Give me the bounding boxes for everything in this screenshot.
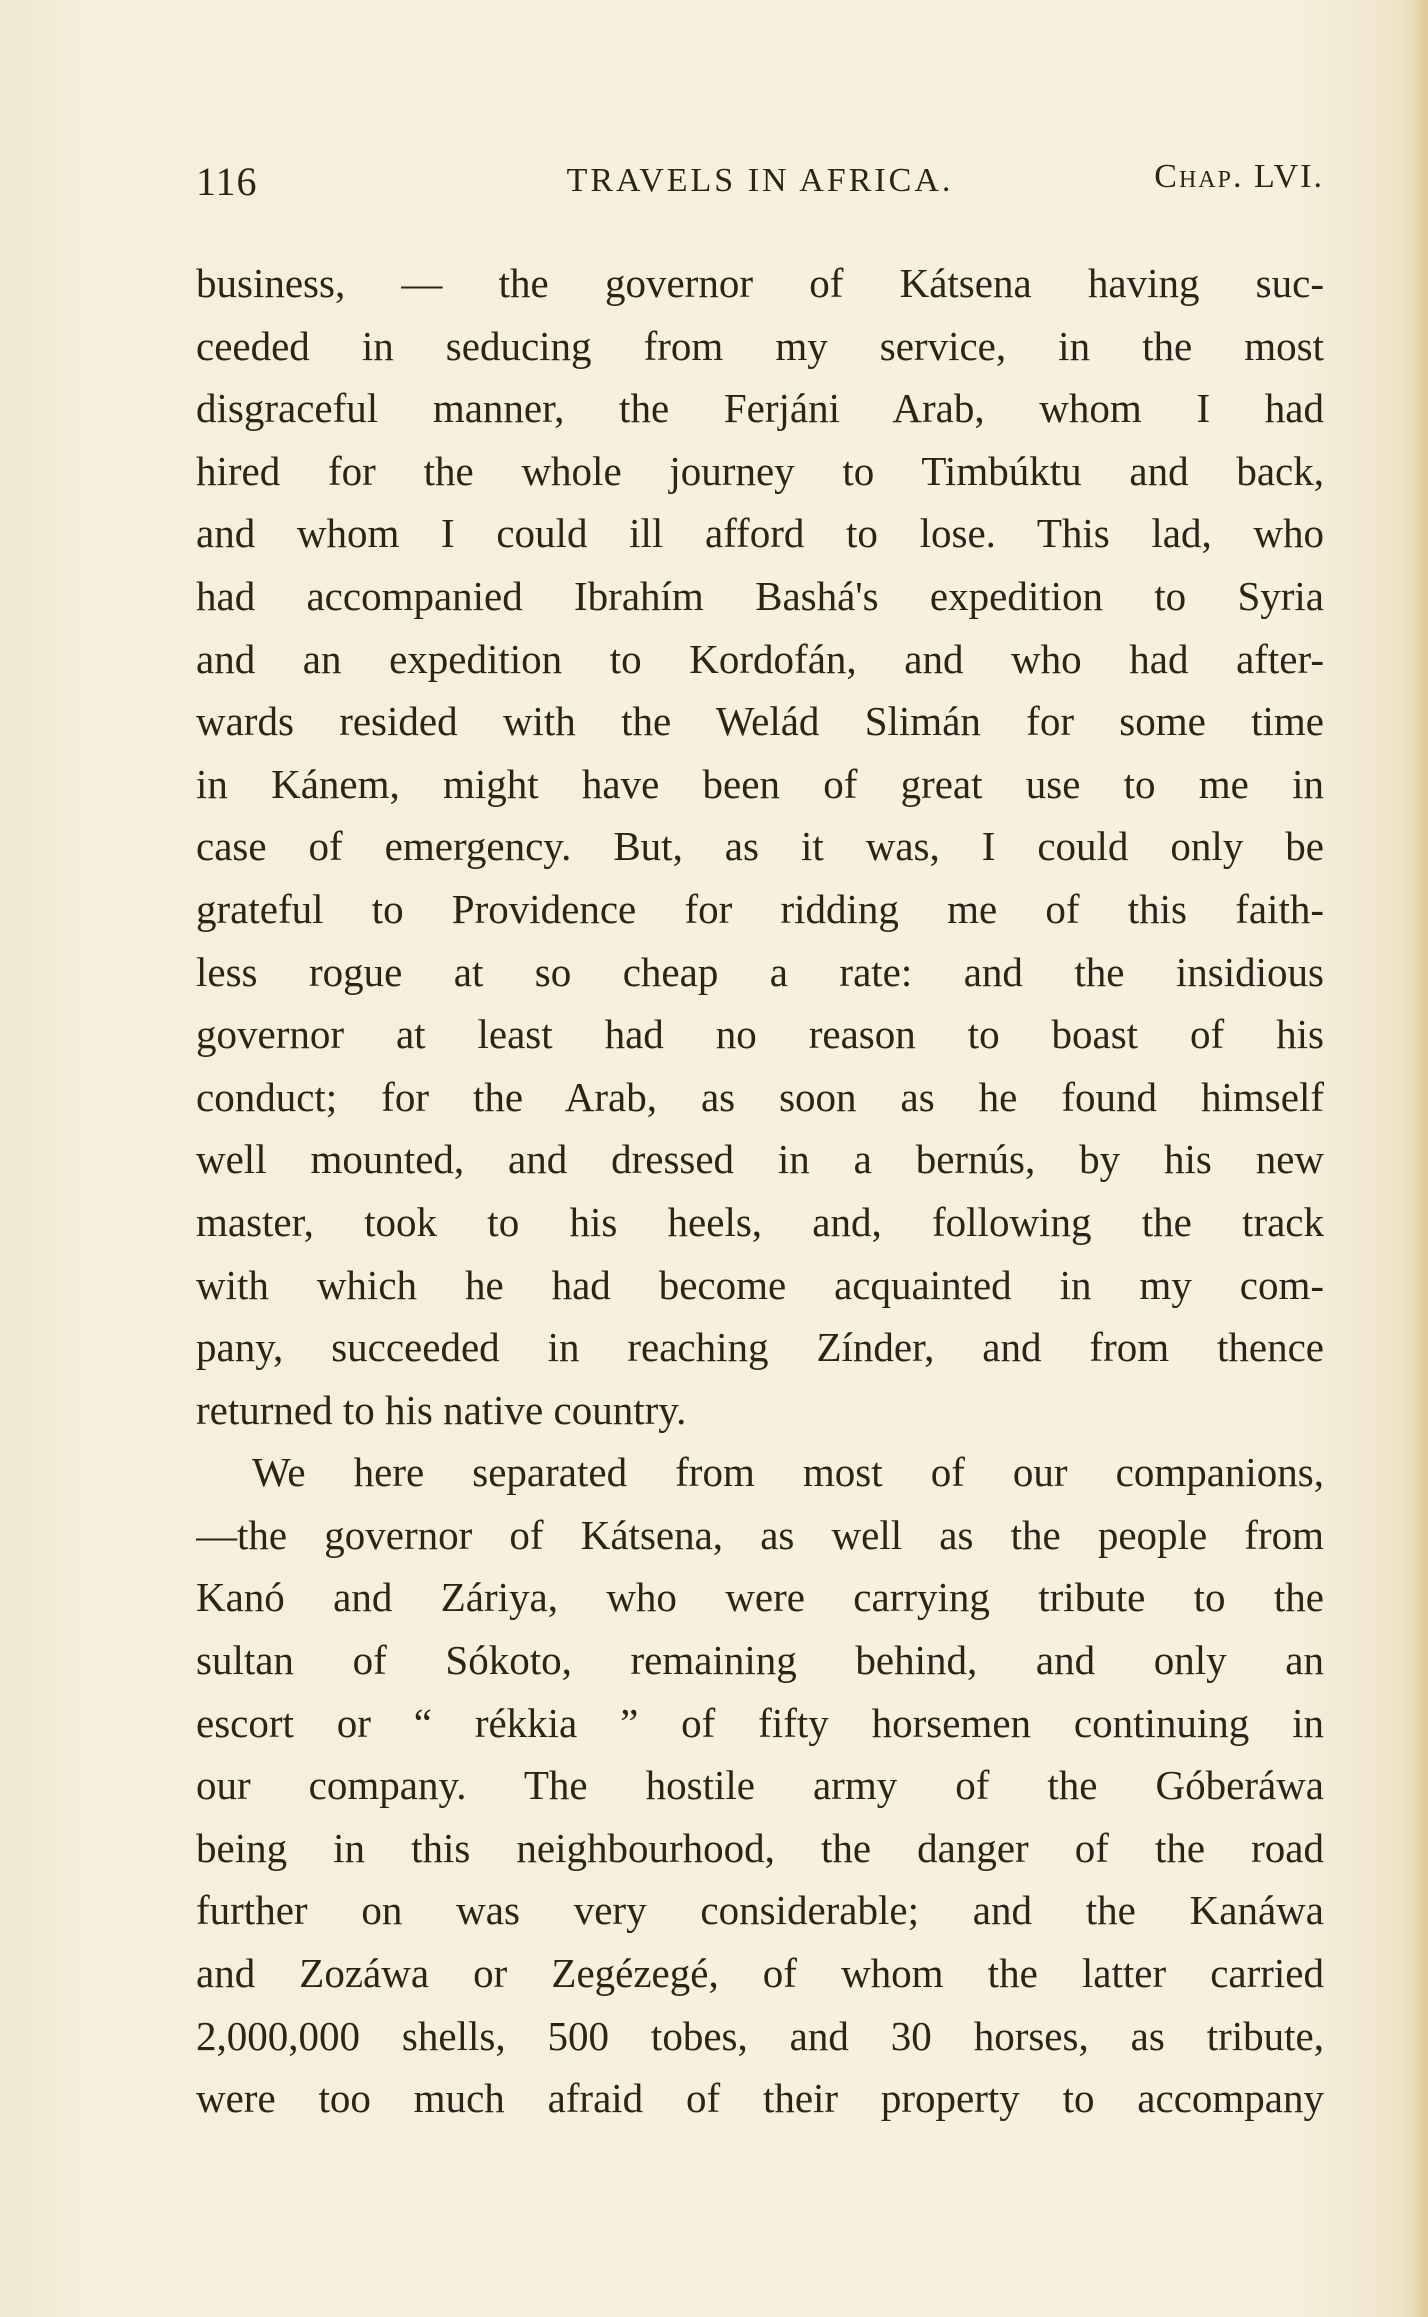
- text-line: further on was very considerable; and the Kanáwa: [196, 1887, 1324, 1934]
- text-line: master, took to his heels, and, following the track: [196, 1198, 1324, 1245]
- paragraph-start-line: We here separated from most of our companions,: [252, 1449, 1324, 1496]
- text-line: escort or “ rékkia ” of fifty horsemen continuing in: [196, 1699, 1324, 1746]
- text-line: were too much afraid of their property to accompany: [196, 2075, 1324, 2122]
- text-line: case of emergency. But, as it was, I could only be: [196, 823, 1324, 870]
- text-line: with which he had become acquainted in my com-: [196, 1261, 1324, 1308]
- text-line: less rogue at so cheap a rate: and the insidious: [196, 948, 1324, 995]
- text-line: well mounted, and dressed in a bernús, by his new: [196, 1136, 1324, 1183]
- page-edge-shadow: [1410, 0, 1428, 2317]
- text-line: disgraceful manner, the Ferjáni Arab, whom I had: [196, 385, 1324, 432]
- paragraph-end-line: returned to his native country.: [196, 1386, 687, 1433]
- text-line: had accompanied Ibrahím Bashá's expedition to Syria: [196, 572, 1324, 619]
- body-text: [196, 252, 1324, 2130]
- page-number: 116: [196, 159, 258, 204]
- text-line: our company. The hostile army of the Góberáwa: [196, 1762, 1324, 1809]
- text-line: being in this neighbourhood, the danger of the road: [196, 1824, 1324, 1871]
- text-line: governor at least had no reason to boast of his: [196, 1011, 1324, 1058]
- text-line: hired for the whole journey to Timbúktu and back,: [196, 447, 1324, 494]
- page-header: [196, 158, 1324, 208]
- text-line: in Kánem, might have been of great use to me in: [196, 760, 1324, 807]
- text-line: —the governor of Kátsena, as well as the people from: [196, 1511, 1324, 1558]
- text-line: and Zozáwa or Zegézegé, of whom the latter carried: [196, 1950, 1324, 1997]
- text-line: grateful to Providence for ridding me of this faith-: [196, 885, 1324, 932]
- text-line: business, — the governor of Kátsena having suc-: [196, 260, 1324, 306]
- text-line: and an expedition to Kordofán, and who had after-: [196, 635, 1324, 682]
- chapter-reference: Chap. LVI.: [1154, 158, 1324, 195]
- text-line: ceeded in seducing from my service, in the most: [196, 322, 1324, 369]
- text-line: 2,000,000 shells, 500 tobes, and 30 horses, as tribute,: [196, 2012, 1324, 2059]
- text-line: sultan of Sókoto, remaining behind, and only an: [196, 1637, 1324, 1684]
- text-line: conduct; for the Arab, as soon as he found himself: [196, 1073, 1324, 1120]
- text-line: and whom I could ill afford to lose. This lad, who: [196, 510, 1324, 557]
- text-line: Kanó and Záriya, who were carrying tribute to the: [196, 1574, 1324, 1621]
- text-line: wards resided with the Welád Slimán for some time: [196, 698, 1324, 745]
- text-line: pany, succeeded in reaching Zínder, and from thence: [196, 1324, 1324, 1371]
- running-title: TRAVELS IN AFRICA.: [566, 162, 954, 199]
